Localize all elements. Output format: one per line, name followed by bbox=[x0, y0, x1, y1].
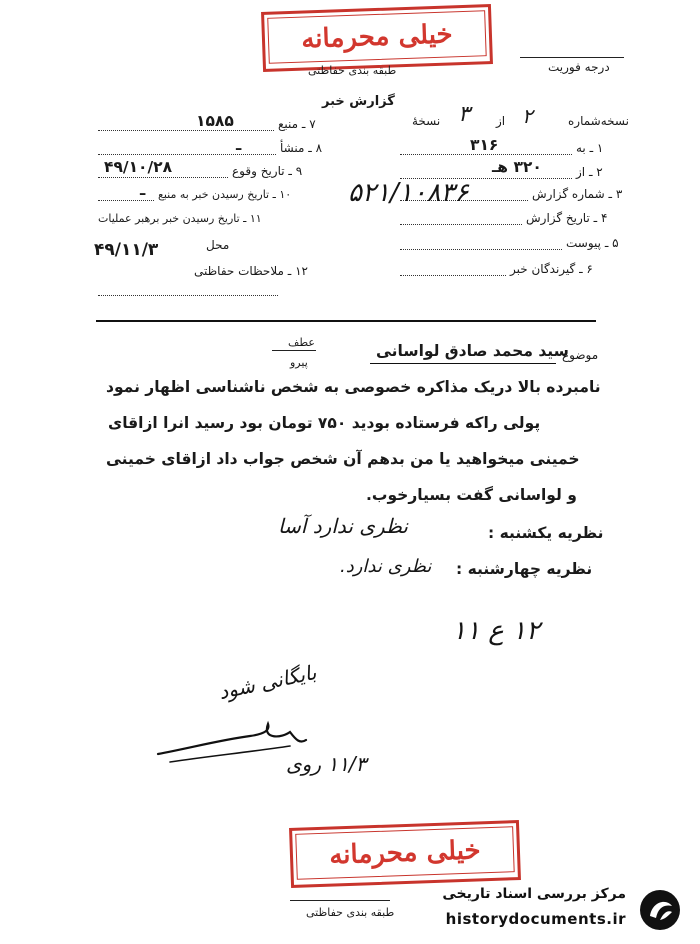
watermark bbox=[420, 880, 700, 944]
copy-label: نسخه‌شماره bbox=[568, 114, 629, 128]
footer-line bbox=[290, 900, 390, 901]
field-security-notes-label: ۱۲ ـ ملاحظات حفاظتی bbox=[194, 264, 308, 278]
field-origin-value: ـ bbox=[236, 136, 242, 154]
field-source-value: ۱۵۸۵ bbox=[196, 112, 234, 130]
field-recipients-dots bbox=[400, 275, 506, 276]
opinion-sunday-label: نظریه یکشنبه : bbox=[488, 524, 604, 542]
field-source-dots bbox=[98, 130, 274, 131]
field-to-label: ۱ ـ به bbox=[576, 141, 604, 155]
atf-label: عطف bbox=[288, 336, 315, 349]
field-origin-label: ۸ ـ منشأ bbox=[280, 141, 323, 155]
field-place-value: ۴۹/۱۱/۳ bbox=[94, 240, 159, 260]
footer-classification-label: طبقه بندی حفاظتی bbox=[306, 906, 395, 919]
marginal-note: ۱۲ ع ۱۱ bbox=[452, 616, 540, 646]
subject-value: سید محمد صادق لواسانی bbox=[376, 342, 569, 360]
field-received-source-value: ـ bbox=[140, 181, 146, 199]
field-received-source-label: ۱۰ ـ تاریخ رسیدن خبر به منبع bbox=[158, 188, 292, 201]
field-security-notes-dots bbox=[98, 295, 278, 296]
atf-line bbox=[272, 350, 316, 351]
watermark-url: historydocuments.ir bbox=[445, 910, 626, 928]
subject-label: موضوع bbox=[562, 348, 599, 362]
field-report-number-value: ۵۲۱/۱۰۸۳۶ bbox=[348, 178, 469, 208]
field-attachment-label: ۵ ـ پیوست bbox=[566, 236, 619, 250]
field-source-label: ۷ ـ منبع bbox=[278, 117, 316, 131]
opinion-sunday-value: نظری ندارد آسا bbox=[278, 514, 408, 538]
body-line-2: پولی راکه فرستاده بودید ۷۵۰ تومان بود رسید انرا ازاقای bbox=[108, 414, 541, 432]
field-event-date-label: ۹ ـ تاریخ وقوع bbox=[232, 164, 303, 178]
copy-number: ۲ bbox=[522, 104, 533, 128]
field-event-date-value: ۴۹/۱۰/۲۸ bbox=[104, 158, 173, 176]
stamp-text: خیلی محرمانه bbox=[267, 10, 486, 64]
urgency-label: درجه فوریت bbox=[548, 60, 610, 74]
opinion-wednesday-label: نظریه چهارشنبه : bbox=[456, 560, 593, 578]
field-from-label: ۲ ـ از bbox=[576, 165, 603, 179]
field-attachment-dots bbox=[400, 249, 562, 250]
subject-underline bbox=[370, 363, 556, 364]
urgency-line bbox=[520, 57, 624, 58]
header-separator bbox=[96, 320, 596, 322]
copy-from: از bbox=[496, 114, 506, 128]
field-to-value: ۳۱۶ bbox=[470, 136, 499, 154]
archive-note: بایگانی شود bbox=[216, 659, 319, 705]
field-from-value: ۳۲۰ هـ bbox=[492, 158, 542, 176]
copy-word: نسخهٔ bbox=[412, 114, 441, 128]
field-received-source-dots bbox=[98, 200, 154, 201]
watermark-title: مرکز بررسی اسناد تاریخی bbox=[442, 886, 626, 902]
body-line-3: خمینی میخواهید یا من بدهم آن شخص جواب داد ازاقای خمینی bbox=[106, 450, 580, 468]
peyro-label: پیرو bbox=[290, 356, 308, 369]
top-confidential-stamp bbox=[261, 4, 493, 72]
copy-total: ۳ bbox=[458, 102, 470, 127]
field-report-number-label: ۳ ـ شماره گزارش bbox=[532, 187, 623, 201]
body-line-1: نامبرده بالا دریک مذاکره خصوصی به شخص ناشناسی اظهار نمود bbox=[106, 378, 601, 396]
watermark-logo-icon bbox=[638, 888, 682, 932]
date-note: ۱۱/۳ روی bbox=[286, 752, 367, 776]
stamp-text-bottom: خیلی محرمانه bbox=[295, 826, 514, 880]
body-line-4: و لواسانی گفت بسیارخوب. bbox=[366, 486, 577, 504]
classification-label: طبقه بندی حفاظتی bbox=[308, 64, 397, 77]
opinion-wednesday-value: نظری ندارد. bbox=[340, 556, 432, 577]
field-event-date-dots bbox=[98, 177, 228, 178]
field-received-ops-label: ۱۱ ـ تاریخ رسیدن خبر برهبر عملیات bbox=[98, 212, 262, 225]
field-report-date-dots bbox=[400, 224, 522, 225]
field-to-dots bbox=[400, 154, 572, 155]
bottom-confidential-stamp bbox=[289, 820, 521, 888]
report-title: گزارش خبر bbox=[322, 94, 395, 109]
field-report-date-label: ۴ ـ تاریخ گزارش bbox=[526, 211, 608, 225]
field-origin-dots bbox=[98, 154, 276, 155]
field-place-label: محل bbox=[206, 238, 230, 252]
signature-stroke bbox=[158, 724, 306, 754]
field-recipients-label: ۶ ـ گیرندگان خبر bbox=[510, 262, 593, 276]
